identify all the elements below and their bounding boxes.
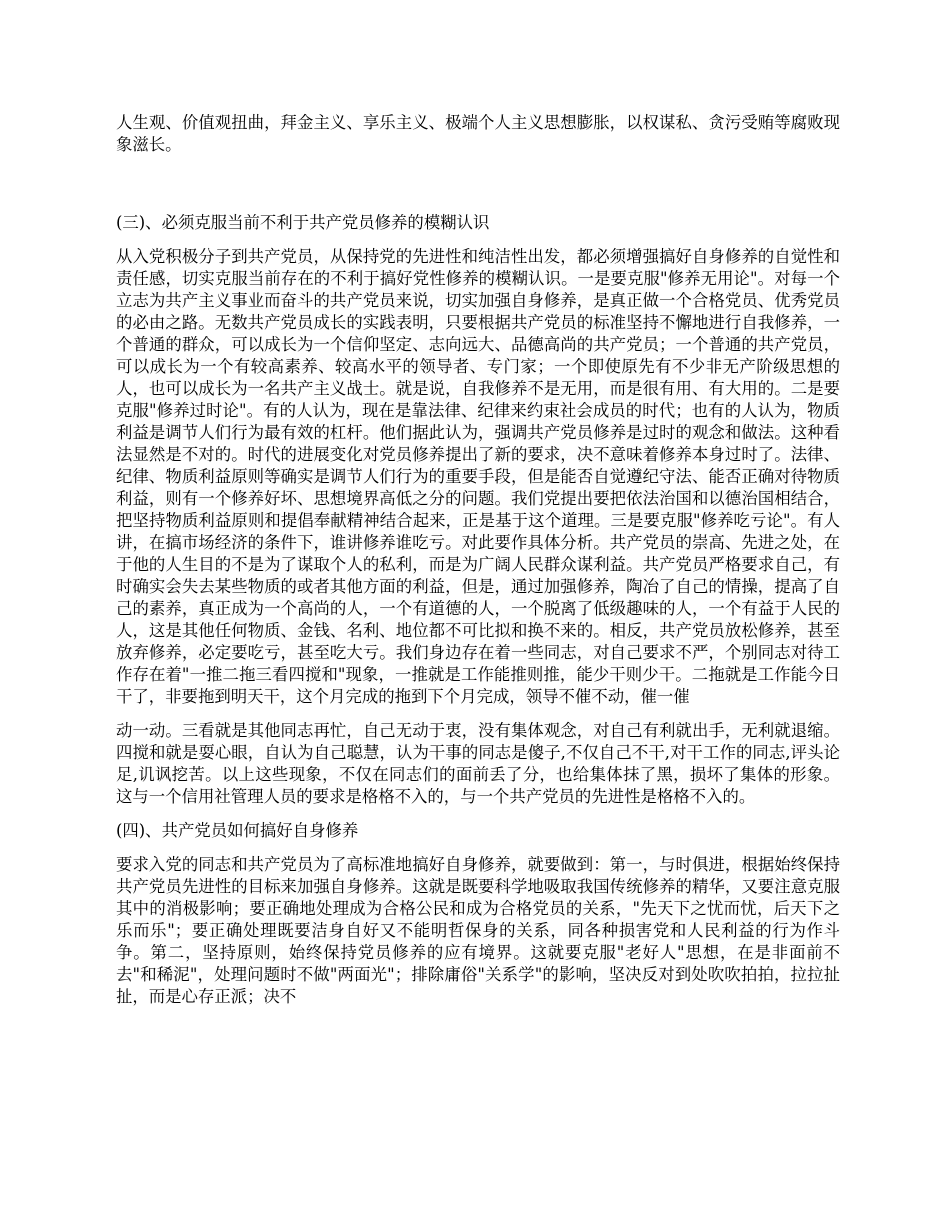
document-page xyxy=(116,112,840,1008)
paragraph-section-three-continued: 动一动。三看就是其他同志再忙，自己无动于衷，没有集体观念，对自己有利就出手，无利就退缩。四搅和就是耍心眼，自认为自己聪慧，认为干事的同志是傻子,不仅自己不干,对干工作的同志,评头论足,讥讽挖苦。以上这些现象，不仅在同志们的面前丢了分，也给集体抹了黑，损坏了集体的形象。这与一个信用社管理人员的要求是格格不入的，与一个共产党员的先进性是格格不入的。 xyxy=(116,721,840,806)
section-heading-three: (三)、必须克服当前不利于共产党员修养的模糊认识 xyxy=(116,213,490,232)
section-heading-four: (四)、共产党员如何搞好自身修养 xyxy=(116,821,359,840)
paragraph-section-three-body: 从入党积极分子到共产党员，从保持党的先进性和纯洁性出发，都必须增强搞好自身修养的自觉性和责任感，切实克服当前存在的不利于搞好党性修养的模糊认识。一是要克服"修养无用论"。对每一个立志为共产主义事业而奋斗的共产党员来说，切实加强自身修养，是真正做一个合格党员、优秀党员的必由之路。无数共产党员成长的实践表明，只要根据共产党员的标准坚持不懈地进行自我修养，一个普通的群众，可以成长为一个信仰坚定、志向远大、品德高尚的共产党员；一个普通的共产党员，可以成长为一个有较高素养、较高水平的领导者、专门家；一个即使原先有不少非无产阶级思想的人，也可以成长为一名共产主义战士。就是说，自我修养不是无用，而是很有用、有大用的。二是要克服"修养过时论"。有的人认为，现在是靠法律、纪律来约束社会成员的时代；也有的人认为，物质利益是调节人们行为最有效的杠杆。他们据此认为，强调共产党员修养是过时的观念和做法。这种看法显然是不对的。时代的进展变化对党员修养提出了新的要求，决不意味着修养本身过时了。法律、纪律、物质利益原则等确实是调节人们行为的重要手段，但是能否自觉遵纪守法、能否正确对待物质利益，则有一个修养好坏、思想境界高低之分的问题。我们党提出要把依法治国和以德治国相结合，把坚持物质利益原则和提倡奉献精神结合起来，正是基于这个道理。三是要克服"修养吃亏论"。有人讲，在搞市场经济的条件下，谁讲修养谁吃亏。对此要作具体分析。共产党员的崇高、先进之处，在于他的人生目的不是为了谋取个人的私利，而是为广阔人民群众谋利益。共产党员严格要求自己，有时确实会失去某些物质的或者其他方面的利益，但是，通过加强修养，陶冶了自己的情操，提高了自己的素养，真正成为一个高尚的人，一个有道德的人，一个脱离了低级趣味的人，一个有益于人民的人，这是其他任何物质、金钱、名利、地位都不可比拟和换不来的。相反，共产党员放松修养，甚至放弃修养，必定要吃亏，甚至吃大亏。我们身边存在着一些同志，对自己要求不严，个别同志对待工作存在着"一推二拖三看四搅和"现象，一推就是工作能推则推，能少干则少干。二拖就是工作能今日干了，非要拖到明天干，这个月完成的拖到下个月完成，领导不催不动，催一催 xyxy=(116,247,840,706)
paragraph-section-four-body: 要求入党的同志和共产党员为了高标准地搞好自身修养，就要做到：第一，与时俱进，根据始终保持共产党员先进性的目标来加强自身修养。这就是既要科学地吸取我国传统修养的精华，又要注意克服其中的消极影响；要正确地处理成为合格公民和成为合格党员的关系，"先天下之忧而忧，后天下之乐而乐"；要正确处理既要洁身自好又不能明哲保身的关系，同各种损害党和人民利益的行为作斗争。第二，坚持原则，始终保持党员修养的应有境界。这就要克服"老好人"思想，在是非面前不去"和稀泥"，处理问题时不做"两面光"；排除庸俗"关系学"的影响，坚决反对到处吹吹拍拍，拉拉扯扯，而是心存正派；决不 xyxy=(116,855,840,1006)
paragraph-intro: 人生观、价值观扭曲，拜金主义、享乐主义、极端个人主义思想膨胀，以权谋私、贪污受贿等腐败现象滋长。 xyxy=(116,113,840,154)
